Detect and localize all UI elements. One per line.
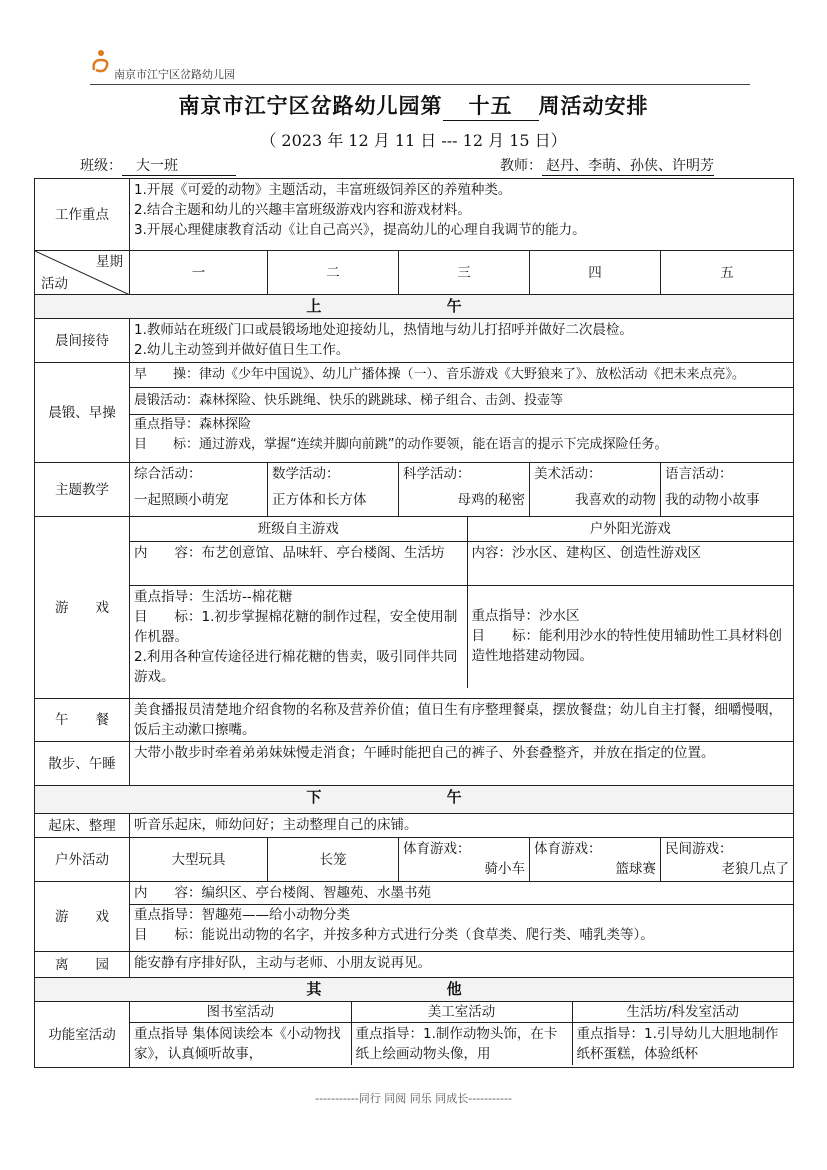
wakeup-row — [35, 814, 794, 838]
am-section-row — [35, 295, 794, 319]
theme-cell-mon — [130, 463, 268, 517]
function-room-label: 功能室活动 — [35, 1002, 130, 1068]
wakeup-label: 起床、整理 — [35, 814, 130, 838]
am-games-label: 游 戏 — [35, 517, 130, 699]
theme-cell-wed — [399, 463, 530, 517]
leave-content: 能安静有序排好队，主动与老师、小朋友说再见。 — [130, 952, 794, 978]
class-games-focus — [130, 585, 467, 688]
reception-label: 晨间接待 — [35, 319, 130, 363]
work-focus-row — [35, 179, 794, 251]
pm-section-title: 下 午 — [35, 786, 794, 814]
work-focus-item: 1.开展《可爱的动物》主题活动，丰富班级饲养区的养殖种类。 — [134, 182, 512, 198]
work-focus-item: 3.开展心理健康教育活动《让自己高兴》，提高幼儿的心理自我调节的能力。 — [134, 222, 586, 238]
theme-subject: 数学活动： — [272, 466, 340, 482]
school-logo-icon — [90, 48, 112, 74]
outdoor-cell-thu — [530, 838, 661, 882]
class-games-head: 班级自主游戏 — [130, 517, 467, 541]
outdoor-topic: 篮球赛 — [615, 861, 656, 877]
theme-topic: 我的动物小故事 — [665, 492, 760, 508]
class-games-content: 内 容：布艺创意馆、品味轩、亭台楼阁、生活坊 — [130, 541, 467, 585]
teacher-label: 教师： — [500, 158, 542, 174]
room-subtable — [130, 1002, 793, 1065]
teacher-value: 赵丹、李萌、孙侠、许明芳 — [542, 155, 714, 176]
function-room-content — [130, 1002, 794, 1068]
theme-subject: 美术活动： — [534, 466, 602, 482]
school-small-name: 南京市江宁区岔路幼儿园 — [114, 68, 235, 81]
outdoor-topic: 骑小车 — [484, 861, 525, 877]
outdoor-row — [35, 838, 794, 882]
weekday-header-row — [35, 251, 794, 295]
exercise-label: 晨锻、早操 — [35, 363, 130, 463]
outdoor-subject: 体育游戏： — [534, 841, 602, 857]
theme-row — [35, 463, 794, 517]
outdoor-games-content: 内容：沙水区、建构区、创造性游戏区 — [467, 541, 793, 585]
title-week: 十五 — [443, 90, 539, 121]
wakeup-content: 听音乐起床，师幼问好；主动整理自己的床铺。 — [130, 814, 794, 838]
schedule-table — [34, 178, 794, 1068]
weekday-fri: 五 — [661, 251, 794, 295]
nap-content: 大带小散步时牵着弟弟妹妹慢走消食；午睡时能把自己的裤子、外套叠整齐，并放在指定的位置。 — [130, 742, 794, 786]
class-games-goal1: 目 标：1.初步掌握棉花糖的制作过程，安全使用制作机器。 — [134, 608, 458, 645]
teacher-info — [500, 155, 714, 176]
outdoor-cell-tue: 长笼 — [268, 838, 399, 882]
weekday-mon: 一 — [130, 251, 268, 295]
games-subtable — [130, 517, 793, 688]
theme-subject: 语言活动： — [665, 466, 733, 482]
exercise-row — [35, 363, 794, 463]
activity-label: 活动 — [41, 276, 68, 292]
weekday-diagonal-cell — [35, 251, 130, 295]
leave-label: 离 园 — [35, 952, 130, 978]
morning-exercise: 早 操：律动《少年中国说》、幼儿广播体操（一）、音乐游戏《大野狼来了》、放松活动《把未来点亮》。 — [134, 367, 746, 382]
pm-games-focus: 重点指导：智趣苑——给小动物分类 — [130, 904, 793, 925]
nap-row — [35, 742, 794, 786]
outdoor-cell-fri — [661, 838, 794, 882]
theme-subject: 综合活动： — [134, 466, 202, 482]
class-games-goal2: 2.利用各种宣传途径进行棉花糖的售卖，吸引同伴共同游戏。 — [134, 648, 458, 685]
reception-item: 1.教师站在班级门口或晨锻场地处迎接幼儿，热情地与幼儿打招呼并做好二次晨检。 — [134, 322, 633, 338]
exercise-focus: 重点指导：森林探险 — [130, 414, 793, 435]
outdoor-games-focus-text: 重点指导：沙水区 — [471, 607, 580, 624]
page-header — [90, 48, 750, 85]
theme-topic: 母鸡的秘密 — [457, 492, 525, 508]
outdoor-label: 户外活动 — [35, 838, 130, 882]
date-range: （ 2023 年 12 月 11 日 --- 12 月 15 日） — [260, 131, 567, 150]
theme-cell-fri — [661, 463, 794, 517]
class-info — [80, 155, 236, 176]
outdoor-cell-mon: 大型玩具 — [130, 838, 268, 882]
theme-topic: 正方体和长方体 — [272, 492, 367, 508]
other-section-row — [35, 978, 794, 1002]
pm-games-row — [35, 882, 794, 952]
work-focus-content — [130, 179, 794, 251]
outdoor-games-goal: 目 标：能利用沙水的特性使用辅助性工具材料创造性地搭建动物园。 — [471, 627, 782, 664]
nap-label: 散步、午睡 — [35, 742, 130, 786]
theme-topic: 我喜欢的动物 — [575, 492, 656, 508]
class-games-focus-text: 重点指导：生活坊--棉花糖 — [134, 588, 293, 605]
title-suffix: 周活动安排 — [538, 93, 649, 118]
art-room-text: 重点指导：1.制作动物头饰，在卡纸上绘画动物头像，用 — [351, 1023, 572, 1066]
theme-cell-thu — [530, 463, 661, 517]
science-room-text: 重点指导：1.引导幼儿大胆地制作纸杯蛋糕，体验纸杯 — [572, 1023, 793, 1066]
lunch-content: 美食播报员清楚地介绍食物的名称及营养价值；值日生有序整理餐桌，摆放餐盘；幼儿自主打餐，细嚼慢咽，饭后主动漱口擦嘴。 — [130, 699, 794, 742]
reception-content — [130, 319, 794, 363]
theme-subject: 科学活动： — [403, 466, 471, 482]
outdoor-subject: 民间游戏： — [665, 841, 733, 857]
outdoor-cell-wed — [399, 838, 530, 882]
library-text: 重点指导 集体阅读绘本《小动物找家》，认真倾听故事， — [130, 1023, 351, 1066]
reception-item: 2.幼儿主动签到并做好值日生工作。 — [134, 342, 350, 358]
outdoor-games-head: 户外阳光游戏 — [467, 517, 793, 541]
exercise-goal: 目 标：通过游戏，掌握“连续并脚向前跳”的动作要领，能在语言的提示下完成探险任务。 — [134, 437, 668, 452]
outdoor-games-focus — [467, 585, 793, 688]
weekday-thu: 四 — [530, 251, 661, 295]
morning-activity: 晨锻活动：森林探险、快乐跳绳、快乐的跳跳球、梯子组合、击剑、投壶等 — [130, 387, 793, 414]
art-room-head: 美工室活动 — [351, 1002, 572, 1023]
pm-section-row — [35, 786, 794, 814]
page-title — [0, 90, 827, 121]
class-label: 班级： — [80, 158, 122, 174]
theme-topic: 一起照顾小萌宠 — [134, 492, 229, 508]
am-section-title: 上 午 — [35, 295, 794, 319]
weekday-wed: 三 — [399, 251, 530, 295]
theme-label: 主题教学 — [35, 463, 130, 517]
pm-games-content — [130, 882, 794, 952]
reception-row — [35, 319, 794, 363]
pm-games-goal: 目 标：能说出动物的名字，并按多种方式进行分类（食草类、爬行类、哺乳类等）。 — [134, 927, 654, 943]
pm-games-content-text: 内 容：编织区、亭台楼阁、智趣苑、水墨书苑 — [134, 885, 431, 901]
am-games-content — [130, 517, 794, 699]
exercise-content — [130, 363, 794, 463]
class-value: 大一班 — [122, 155, 236, 176]
weekday-label: 星期 — [96, 254, 123, 270]
page-footer: -----------同行 同阅 同乐 同成长----------- — [315, 1092, 512, 1105]
theme-cell-tue — [268, 463, 399, 517]
outdoor-topic: 老狼几点了 — [721, 861, 790, 877]
lunch-row — [35, 699, 794, 742]
outdoor-subject: 体育游戏： — [403, 841, 471, 857]
science-room-head: 生活坊/科发室活动 — [572, 1002, 793, 1023]
work-focus-item: 2.结合主题和幼儿的兴趣丰富班级游戏内容和游戏材料。 — [134, 202, 471, 218]
am-games-row — [35, 517, 794, 699]
library-head: 图书室活动 — [130, 1002, 351, 1023]
function-room-row — [35, 1002, 794, 1068]
work-focus-label: 工作重点 — [35, 179, 130, 251]
lunch-label: 午 餐 — [35, 699, 130, 742]
title-prefix: 南京市江宁区岔路幼儿园第 — [178, 93, 443, 118]
pm-games-label: 游 戏 — [35, 882, 130, 952]
leave-row — [35, 952, 794, 978]
weekday-tue: 二 — [268, 251, 399, 295]
other-section-title: 其 他 — [35, 978, 794, 1002]
